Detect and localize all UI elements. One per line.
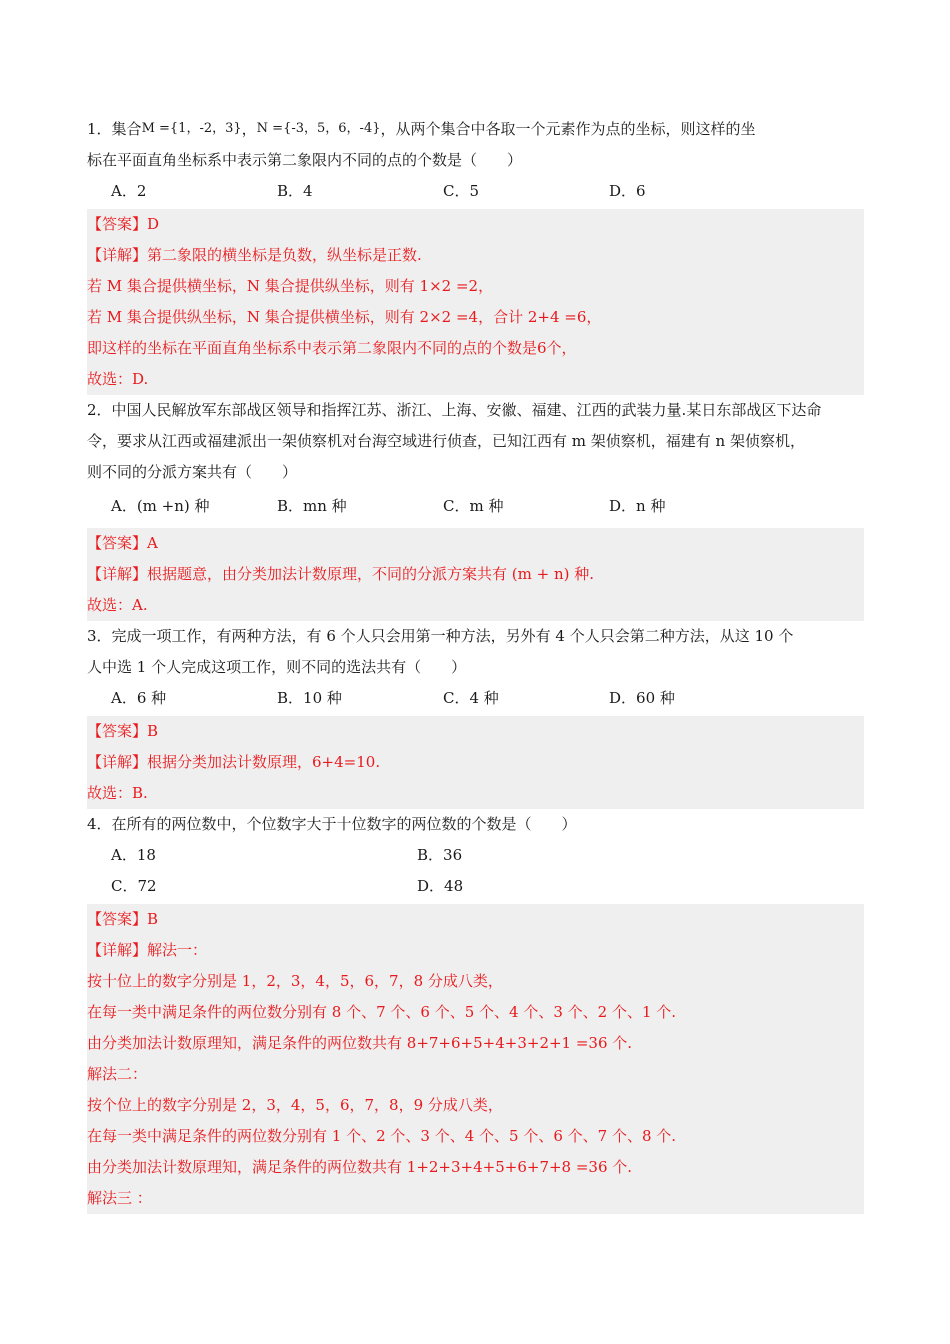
answer-line: 【答案】D [87, 215, 160, 233]
detail-line: 若 M 集合提供横坐标，N 集合提供纵坐标，则有 1×2 =2， [87, 277, 494, 295]
detail-line: 由分类加法计数原理知，满足条件的两位数共有 1+2+3+4+5+6+7+8 =36 个. [87, 1158, 633, 1176]
question-stem-line: 人中选 1 个人完成这项工作，则不同的选法共有（ ） [87, 658, 467, 676]
option-c: C．4 种 [443, 689, 499, 707]
option-d: D．n 种 [609, 497, 666, 515]
detail-line: 故选：B. [87, 784, 148, 802]
options [87, 683, 864, 714]
question-stem-line: 3．完成一项工作，有两种方法，有 6 个人只会用第一种方法，另外有 4 个人只会第二种方法，从这 10 个 [87, 627, 794, 645]
detail-line: 若 M 集合提供纵坐标，N 集合提供横坐标，则有 2×2 =4，合计 2+4 =6， [87, 308, 602, 326]
option-b: B．4 [277, 182, 313, 200]
answer-line: 【答案】B [87, 910, 159, 928]
question-stem-line: 4．在所有的两位数中，个位数字大于十位数字的两位数的个数是（ ） [87, 815, 577, 833]
option-b: B．36 [417, 846, 463, 864]
option-a: A．2 [111, 182, 147, 200]
options [87, 491, 864, 522]
option-d: D．60 种 [609, 689, 675, 707]
question-stem: 1．集合M ={1，-2，3}，N ={-3，5，6，-4}，从两个集合中各取一个元素作为点的坐标，则这样的坐 [87, 120, 756, 138]
detail-line: 【详解】根据分类加法计数原理，6+4=10. [87, 753, 381, 771]
detail-line: 按个位上的数字分别是 2，3，4，5，6，7，8，9 分成八类， [87, 1096, 503, 1114]
option-b: B．10 种 [277, 689, 342, 707]
answer-block [87, 528, 864, 621]
question-2 [87, 395, 864, 621]
detail-line: 即这样的坐标在平面直角坐标系中表示第二象限内不同的点的个数是6个， [87, 339, 577, 357]
detail-line: 【详解】第二象限的横坐标是负数，纵坐标是正数. [87, 246, 422, 264]
detail-line: 故选：A. [87, 596, 148, 614]
answer-line: 【答案】B [87, 722, 159, 740]
question-stem-line: 则不同的分派方案共有（ ） [87, 463, 298, 481]
detail-line: 由分类加法计数原理知，满足条件的两位数共有 8+7+6+5+4+3+2+1 =36 个. [87, 1034, 633, 1052]
question-stem-line: 2．中国人民解放军东部战区领导和指挥江苏、浙江、上海、安徽、福建、江西的武装力量.某日东部战区下达命 [87, 401, 822, 419]
option-d: D．48 [417, 877, 464, 895]
options [87, 840, 864, 871]
option-d: D．6 [609, 182, 646, 200]
detail-line: 【详解】解法一： [87, 941, 208, 959]
set-n: N ={-3，5，6，-4} [256, 121, 381, 136]
detail-line: 【详解】根据题意，由分类加法计数原理，不同的分派方案共有 (m + n) 种. [87, 565, 595, 583]
option-c: C．72 [111, 877, 157, 895]
detail-line: 解法二： [87, 1065, 148, 1083]
option-a: A．6 种 [111, 689, 167, 707]
document-page [87, 113, 864, 1214]
options [87, 176, 864, 207]
question-stem-line: 标在平面直角坐标系中表示第二象限内不同的点的个数是（ ） [87, 151, 523, 169]
option-c: C．5 [443, 182, 480, 200]
option-c: C．m 种 [443, 497, 504, 515]
answer-block [87, 716, 864, 809]
option-b: B．mn 种 [277, 497, 347, 515]
option-a: A．18 [111, 846, 156, 864]
answer-block [87, 904, 864, 1214]
detail-line: 在每一类中满足条件的两位数分别有 1 个、2 个、3 个、4 个、5 个、6 个、7 个、8 个. [87, 1127, 677, 1145]
option-a: A．(m +n) 种 [111, 497, 210, 515]
options [87, 871, 864, 902]
set-m: M ={1，-2，3} [141, 121, 242, 136]
answer-block [87, 209, 864, 395]
question-stem-line: 令，要求从江西或福建派出一架侦察机对台海空域进行侦查，已知江西有 m 架侦察机，福建有 n 架侦察机， [87, 432, 805, 450]
question-4 [87, 809, 864, 1214]
detail-line: 故选：D. [87, 370, 149, 388]
question-3 [87, 621, 864, 809]
detail-line: 在每一类中满足条件的两位数分别有 8 个、7 个、6 个、5 个、4 个、3 个、2 个、1 个. [87, 1003, 677, 1021]
detail-line: 按十位上的数字分别是 1，2，3，4，5，6，7，8 分成八类， [87, 972, 503, 990]
detail-line: 解法三 ： [87, 1189, 152, 1207]
question-1 [87, 113, 864, 395]
answer-line: 【答案】A [87, 534, 158, 552]
